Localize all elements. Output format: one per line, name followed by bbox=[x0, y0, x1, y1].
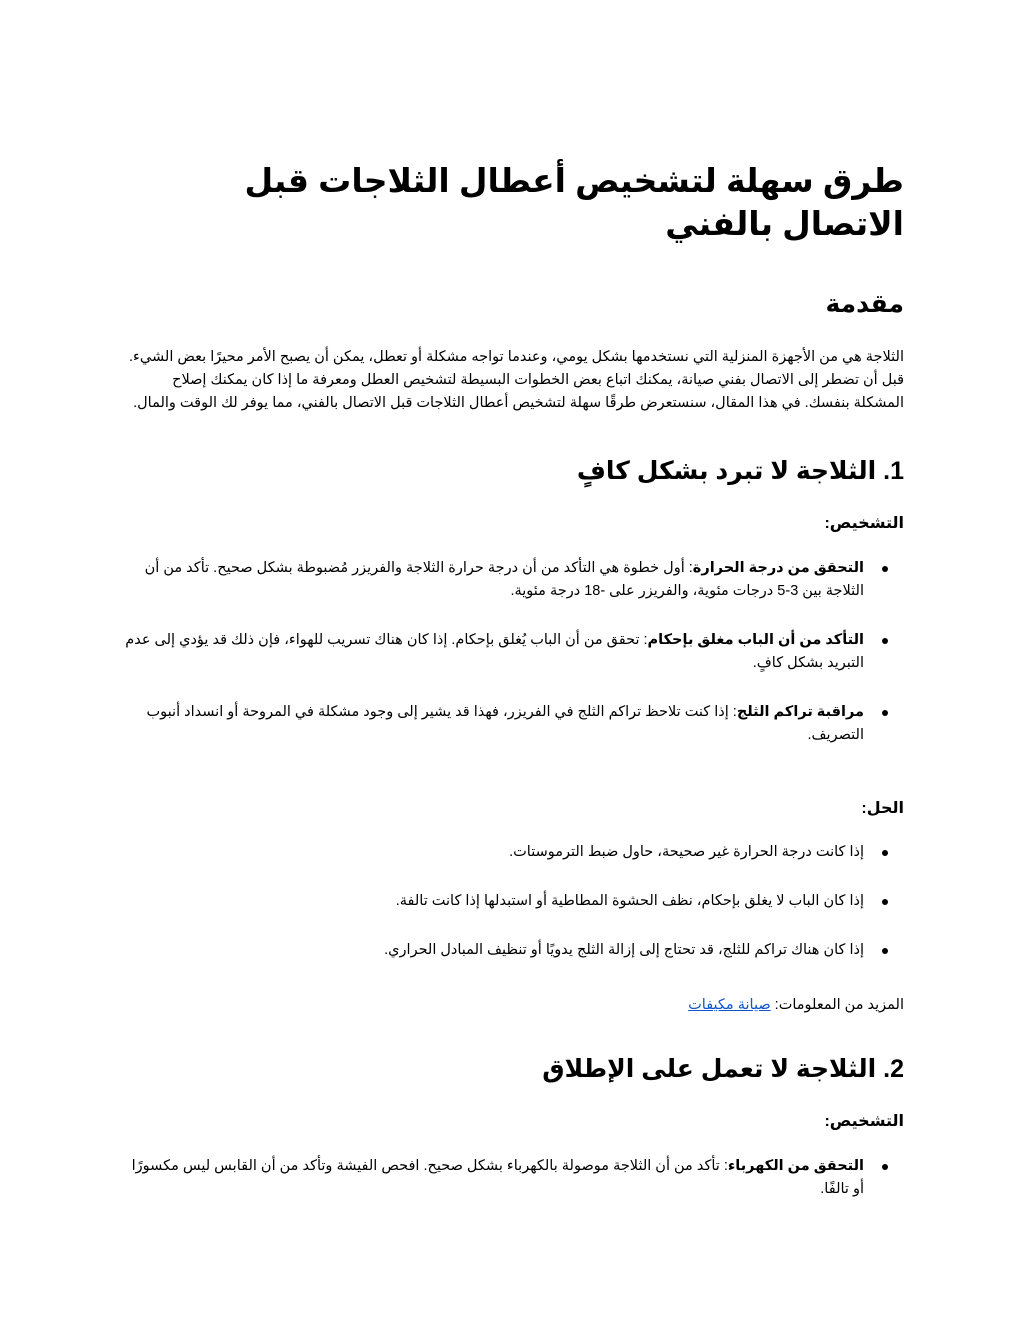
list-item-bold: التحقق من الكهرباء bbox=[727, 1157, 864, 1174]
list-item-text: : تأكد من أن الثلاجة موصولة بالكهرباء بشكل صحيح. افحص الفيشة وتأكد من أن القابس ليس مكسورًا أو تالفًا. bbox=[131, 1157, 864, 1197]
section1-solution-list bbox=[120, 841, 904, 962]
section2-diagnosis-heading: التشخيص: bbox=[824, 1112, 904, 1130]
list-item-text: : تحقق من أن الباب يُغلق بإحكام. إذا كان هناك تسريب للهواء، فإن ذلك قد يؤدي إلى عدم التبريد بشكل كافٍ. bbox=[125, 631, 864, 671]
list-item bbox=[120, 701, 864, 747]
section2-heading: 2. الثلاجة لا تعمل على الإطلاق bbox=[542, 1055, 904, 1084]
list-item: إذا كانت درجة الحرارة غير صحيحة، حاول ضبط الترموستات. bbox=[120, 841, 864, 864]
list-item-text: : أول خطوة هي التأكد من أن درجة حرارة الثلاجة والفريزر مُضبوطة بشكل صحيح. تأكد من أن الثلاجة بين 3-5 درجات مئوية، والفريزر على -18 درجة مئوية. bbox=[144, 559, 864, 599]
section1-solution-heading: الحل: bbox=[861, 799, 904, 817]
more-info-label: المزيد من المعلومات: bbox=[770, 997, 904, 1014]
page-title: طرق سهلة لتشخيص أعطال الثلاجات قبل الاتصال بالفني bbox=[244, 162, 904, 242]
list-item: إذا كان الباب لا يغلق بإحكام، نظف الحشوة المطاطية أو استبدلها إذا كانت تالفة. bbox=[120, 890, 864, 913]
list-item bbox=[120, 629, 864, 675]
list-item bbox=[120, 557, 864, 603]
section2-diagnosis-list bbox=[120, 1155, 904, 1201]
intro-heading: مقدمة bbox=[825, 289, 904, 318]
list-item-bold: التحقق من درجة الحرارة bbox=[692, 559, 864, 576]
list-item: إذا كان هناك تراكم للثلج، قد تحتاج إلى إزالة الثلج يدويًا أو تنظيف المبادل الحراري. bbox=[120, 939, 864, 962]
more-info-link[interactable]: صيانة مكيفات bbox=[688, 997, 771, 1014]
list-item-text: : إذا كنت تلاحظ تراكم الثلج في الفريزر، فهذا قد يشير إلى وجود مشكلة في المروحة أو انسداد أنبوب التصريف. bbox=[146, 703, 864, 743]
section1-heading: 1. الثلاجة لا تبرد بشكل كافٍ bbox=[576, 457, 904, 486]
list-item-bold: التأكد من أن الباب مغلق بإحكام bbox=[647, 631, 864, 648]
section1-diagnosis-heading: التشخيص: bbox=[824, 514, 904, 532]
more-info-line bbox=[120, 994, 904, 1017]
section1-diagnosis-list bbox=[120, 557, 904, 747]
list-item-bold: مراقبة تراكم الثلج bbox=[736, 703, 864, 720]
intro-paragraph: الثلاجة هي من الأجهزة المنزلية التي نستخدمها بشكل يومي، وعندما تواجه مشكلة أو تعطل، يمكن أن يصبح الأمر محيرًا بعض الشيء. قبل أن تضطر إلى الاتصال بفني صيانة، يمكنك اتباع بعض الخطوات البسيطة لتشخيص العطل ومعرفة ما إذا كان يمكنك إصلاح المشكلة بنفسك. في هذا المقال، سنستعرض طرقًا سهلة لتشخيص أعطال الثلاجات قبل الاتصال بالفني، مما يوفر لك الوقت والمال. bbox=[129, 349, 904, 412]
list-item bbox=[120, 1155, 864, 1201]
